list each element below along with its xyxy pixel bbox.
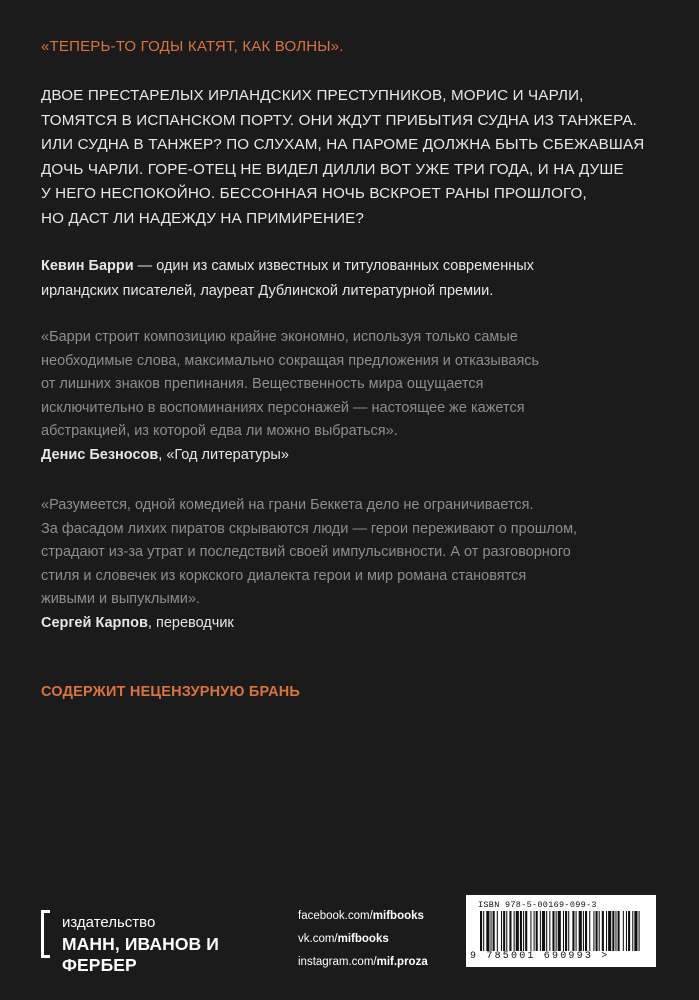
- blurb-line: ИЛИ СУДНА В ТАНЖЕР? ПО СЛУХАМ, НА ПАРОМЕ ДОЛЖНА БЫТЬ СБЕЖАВШАЯ: [41, 136, 645, 154]
- barcode-bar: [514, 911, 515, 951]
- ean-digits: 9 785001 690993 >: [470, 951, 610, 962]
- barcode-bar: [565, 911, 567, 951]
- barcode-bar: [556, 911, 557, 951]
- barcode-bar: [583, 911, 584, 951]
- isbn-number: ISBN 978-5-00169-099-3: [478, 900, 597, 910]
- quote-line: исключительно в воспоминаниях персонажей — настоящее же кажется: [41, 399, 525, 416]
- review-quote: [41, 326, 661, 467]
- barcode-bar: [509, 911, 511, 951]
- blurb-line: НО ДАСТ ЛИ НАДЕЖДУ НА ПРИМИРЕНИЕ?: [41, 209, 365, 227]
- publisher-name: МАНН, ИВАНОВ И ФЕРБЕР: [62, 934, 219, 975]
- barcode-bar: [501, 911, 502, 951]
- barcode-bar: [606, 911, 607, 951]
- barcode-bar: [497, 911, 498, 951]
- barcode-bar: [480, 911, 482, 951]
- barcode-bar: [520, 911, 522, 951]
- blurb-line: У НЕГО НЕСПОКОЙНО. БЕССОННАЯ НОЧЬ ВСКРОЕТ РАНЫ ПРОШЛОГО,: [41, 185, 587, 203]
- content-warning: СОДЕРЖИТ НЕЦЕНЗУРНУЮ БРАНЬ: [41, 684, 301, 700]
- quote-line: необходимые слова, максимально сокращая предложения и отказываясь: [41, 352, 540, 369]
- barcode-bar: [549, 911, 550, 951]
- quote-line: живыми и выпуклыми».: [41, 591, 200, 607]
- reviewer-name: Денис Безносов: [41, 446, 159, 463]
- barcode-bar: [623, 911, 624, 951]
- barcode: [466, 895, 656, 967]
- barcode-bar: [639, 911, 640, 951]
- barcode-bar: [552, 911, 554, 951]
- barcode-bar: [602, 911, 604, 951]
- barcode-bar: [608, 911, 611, 951]
- barcode-bar: [506, 911, 507, 951]
- quote-attribution: [41, 444, 661, 468]
- barcode-bar: [523, 911, 524, 951]
- barcode-bar: [558, 911, 561, 951]
- barcode-bar: [525, 911, 527, 951]
- quote-line: За фасадом лихих пиратов скрываются люди — герои переживают о прошлом,: [41, 520, 578, 537]
- reviewer-source: , «Год литературы»: [158, 446, 289, 463]
- quote-line: от лишних знаков препинания. Вещественность мира ощущается: [41, 376, 484, 392]
- social-link-facebook[interactable]: facebook.com/mifbooks: [298, 910, 424, 922]
- barcode-bar: [626, 911, 627, 951]
- barcode-bar: [579, 911, 582, 951]
- quote-line: страдают из-за утрат и последствий своей импульсивности. А от разговорного: [41, 544, 571, 560]
- quote-line: «Разумеется, одной комедией на грани Беккета дело не ограничивается.: [41, 497, 534, 513]
- publisher-logo: [41, 910, 291, 975]
- barcode-bar: [615, 911, 616, 951]
- quote-line: «Барри строит композицию крайне экономно, используя только самые: [41, 329, 518, 345]
- social-link-instagram[interactable]: instagram.com/mif.proza: [298, 956, 428, 968]
- blurb-line: ТОМЯТСЯ В ИСПАНСКОМ ПОРТУ. ОНИ ЖДУТ ПРИБЫТИЯ СУДНА ИЗ ТАНЖЕРА.: [41, 111, 637, 129]
- social-links: [298, 905, 428, 974]
- barcode-bar: [503, 911, 505, 951]
- review-quote: [41, 494, 661, 635]
- barcode-bar: [486, 911, 489, 951]
- barcode-bar: [491, 911, 492, 951]
- bracket-logo-icon: [41, 910, 50, 958]
- barcode-icon: [478, 911, 644, 951]
- author-bio: [41, 254, 661, 303]
- blurb-line: ДОЧЬ ЧАРЛИ. ГОРЕ-ОТЕЦ НЕ ВИДЕЛ ДИЛЛИ ВОТ УЖЕ ТРИ ГОДА, И НА ДУШЕ: [41, 160, 624, 178]
- publisher-label: издательство: [62, 914, 156, 931]
- barcode-bar: [530, 911, 531, 951]
- reviewer-name: Сергей Карпов: [41, 614, 148, 631]
- barcode-bar: [516, 911, 519, 951]
- barcode-bar: [589, 911, 590, 951]
- quote-line: абстракцией, из которой едва ли можно выбраться».: [41, 423, 398, 439]
- tagline: «ТЕПЕРЬ-ТО ГОДЫ КАТЯТ, КАК ВОЛНЫ».: [41, 38, 344, 55]
- barcode-bar: [612, 911, 614, 951]
- barcode-bar: [534, 911, 535, 951]
- barcode-bar: [632, 911, 633, 951]
- barcode-bar: [536, 911, 538, 951]
- barcode-bar: [585, 911, 587, 951]
- barcode-bar: [546, 911, 547, 951]
- barcode-bar: [542, 911, 545, 951]
- barcode-bar: [540, 911, 541, 951]
- blurb: [41, 84, 645, 232]
- reviewer-source: , переводчик: [147, 614, 234, 631]
- barcode-bar: [572, 911, 574, 951]
- barcode-bar: [493, 911, 495, 951]
- barcode-bar: [568, 911, 569, 951]
- barcode-bar: [483, 911, 484, 951]
- author-name: Кевин Барри: [41, 258, 134, 274]
- social-link-vk[interactable]: vk.com/mifbooks: [298, 933, 389, 945]
- barcode-bar: [576, 911, 577, 951]
- barcode-bar: [628, 911, 630, 951]
- barcode-bar: [634, 911, 637, 951]
- barcode-bar: [596, 911, 598, 951]
- blurb-line: ДВОЕ ПРЕСТАРЕЛЫХ ИРЛАНДСКИХ ПРЕСТУПНИКОВ, МОРИС И ЧАРЛИ,: [41, 87, 584, 104]
- barcode-bar: [593, 911, 594, 951]
- barcode-bar: [563, 911, 564, 951]
- barcode-bar: [599, 911, 600, 951]
- author-bio-text: ирландских писателей, лауреат Дублинской литературной премии.: [41, 282, 494, 299]
- author-bio-text: — один из самых известных и титулованных современных: [133, 258, 534, 274]
- quote-line: стиля и словечек из коркского диалекта герои и мир романа становятся: [41, 567, 527, 584]
- quote-attribution: [41, 612, 661, 636]
- barcode-bar: [618, 911, 620, 951]
